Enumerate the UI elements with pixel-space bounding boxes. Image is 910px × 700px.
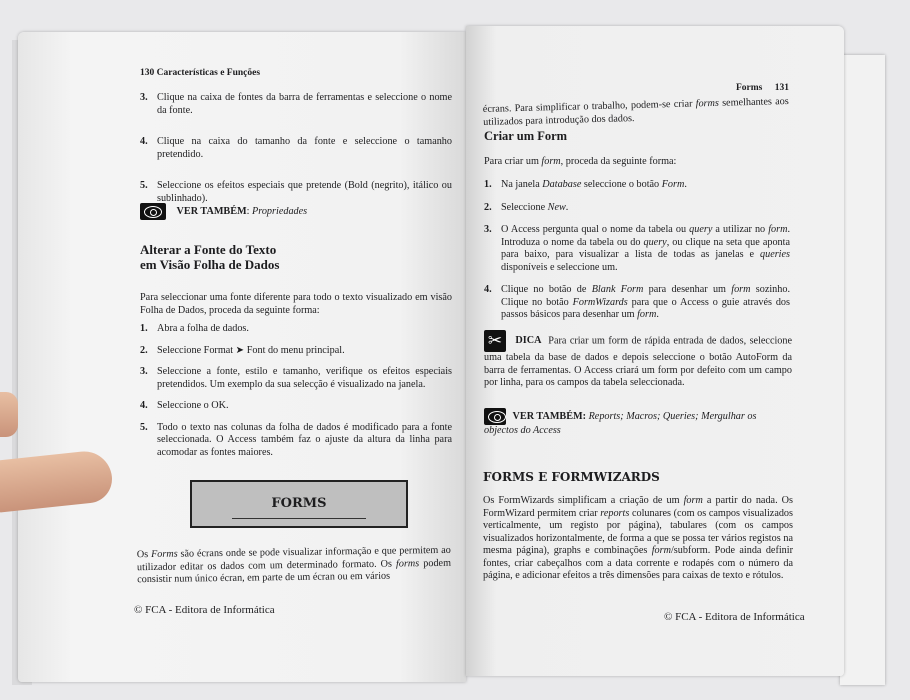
- item-text: [501, 224, 790, 274]
- scissors-icon: ✂: [484, 330, 506, 352]
- list-item: [140, 422, 452, 460]
- item-text: [157, 323, 249, 336]
- footer-left: © FCA - Editora de Informática: [134, 604, 275, 616]
- item-text: [157, 400, 229, 413]
- list-item: [140, 180, 452, 205]
- text-segment: reports: [600, 507, 630, 519]
- text-segment: Na janela: [501, 179, 543, 190]
- text-segment: podem consistir num único écran, em parte de um écran ou em vários: [137, 557, 452, 586]
- item-number: 1.: [484, 179, 492, 190]
- list-item: [140, 400, 452, 413]
- item-number: 3.: [484, 224, 492, 235]
- item-number: 5.: [140, 421, 148, 433]
- text-segment: Database: [542, 179, 582, 190]
- text-segment: Os: [136, 548, 152, 561]
- text-segment: .: [684, 179, 687, 190]
- text-segment: a utilizar no: [712, 224, 769, 235]
- text-segment: Abra a folha de dados.: [157, 323, 249, 334]
- page-header-right: [736, 82, 789, 95]
- item-number: 3.: [140, 366, 148, 377]
- text-segment: écrans. Para simplificar o trabalho, podem-se criar: [482, 98, 696, 116]
- heading-line: Alterar a Fonte do Texto: [140, 242, 277, 257]
- text-segment: Os FormWizards simplificam a criação de um: [483, 495, 684, 506]
- text-segment: , proceda da seguinte forma:: [560, 156, 677, 167]
- text-segment: Clique na caixa de fontes da barra de ferramentas e seleccione o nome da fonte.: [157, 92, 452, 116]
- list-item: [484, 284, 790, 322]
- see-also-text: Reports; Macros; Queries; Mergulhar os objectos do Access: [484, 410, 757, 436]
- text-segment: forms: [395, 557, 420, 570]
- text-segment: seleccione o botão: [581, 179, 662, 190]
- eye-icon: [484, 408, 506, 425]
- item-text: [501, 202, 568, 215]
- see-also-left: VER TAMBÉM: Propriedades: [140, 203, 307, 220]
- text-segment: forms: [695, 97, 720, 110]
- text-segment: New: [547, 201, 566, 213]
- text-segment: . Introduza o nome da tabela ou do: [501, 224, 791, 248]
- tip-label: DICA: [515, 335, 542, 347]
- page-stack-right: [840, 55, 885, 685]
- text-segment: a partir do nada. Os FormWizard permitem criar: [483, 495, 793, 519]
- text-segment: Para criar um: [484, 156, 542, 167]
- list-item: [484, 202, 790, 215]
- text-segment: disponíveis e seleccione um.: [501, 261, 618, 273]
- heading-line: em Visão Folha de Dados: [140, 257, 280, 272]
- text-segment: .: [565, 201, 569, 213]
- see-also-text: Propriedades: [252, 205, 308, 217]
- item-number: 4.: [140, 136, 148, 147]
- text-segment: form: [637, 309, 657, 320]
- list-item: [484, 224, 790, 274]
- text-segment: semelhantes aos utilizados para introdução dos dados.: [483, 95, 789, 128]
- text-segment: para desenhar um: [643, 284, 732, 295]
- text-segment: Clique na caixa do tamanho da fonte e seleccione o tamanho pretendido.: [157, 136, 452, 160]
- text-segment: sozinho. Clique no botão: [501, 284, 790, 308]
- item-text: [501, 179, 687, 192]
- text-segment: FormWizards: [572, 296, 628, 308]
- text-segment: são écrans onde se pode visualizar informação e que permitem ao utilizador editar os dados com um determinado formato. Os: [136, 544, 451, 573]
- tip-text: Para criar um form de rápida entrada de dados, seleccione uma tabela da base de dados e depois seleccione o botão AutoForm da barra de ferramentas. O Access criará um form por defeito com um campo por linha, para os campos da tabela seleccionada.: [484, 335, 793, 388]
- item-text: [501, 284, 790, 322]
- item-text: [157, 180, 452, 205]
- text-segment: queries: [760, 249, 790, 260]
- text-segment: para que o Access o guie através dos passos básicos para desenhar um: [501, 296, 790, 320]
- list-item: [140, 345, 452, 358]
- formwizards-paragraph: [483, 495, 793, 583]
- text-segment: query: [689, 224, 713, 235]
- item-text: [157, 366, 452, 391]
- list-item: [140, 136, 452, 161]
- item-number: 1.: [140, 323, 148, 334]
- section-heading-left: [140, 242, 279, 272]
- list-item: [484, 179, 790, 192]
- text-segment: Form: [661, 179, 685, 190]
- text-segment: Seleccione: [501, 201, 548, 213]
- see-also-label: VER TAMBÉM:: [512, 410, 587, 422]
- text-segment: Blank Form: [591, 284, 644, 295]
- item-text: [157, 92, 452, 117]
- item-number: 2.: [140, 344, 148, 356]
- steps-list-b: [140, 323, 452, 468]
- page-number: 131: [774, 83, 790, 93]
- footer-right: © FCA - Editora de Informática: [664, 611, 805, 623]
- item-number: 4.: [484, 284, 492, 295]
- see-also-label: VER TAMBÉM: [176, 205, 247, 217]
- text-segment: .: [656, 309, 659, 320]
- text-segment: form: [731, 284, 751, 295]
- list-item: [140, 366, 452, 391]
- criar-intro: [484, 156, 790, 169]
- forms-section-box: FORMS: [190, 480, 408, 528]
- tip-box: [484, 330, 792, 390]
- text-segment: query: [643, 236, 667, 248]
- item-text: [157, 422, 452, 460]
- text-segment: colunares (com os campos visualizados verticalmente, um registo por página), tabulares (com os campos visualizados horizontalmente, de forma a que se possa ter vários registos na mesma página), graphs e combinações: [483, 507, 793, 556]
- section-heading-formwizards: FORMS E FORMWIZARDS: [483, 470, 660, 484]
- text-segment: form: [768, 224, 788, 235]
- item-text: [157, 345, 345, 358]
- text-segment: Seleccione a fonte, estilo e tamanho, verifique os efeitos especiais pretendidos. Um exemplo da sua selecção é visualizado na janela.: [157, 366, 452, 390]
- text-segment: /subform. Pode ainda definir fontes, criar cabeçalhos com a data corrente e rodapés com o número da página, e adicionar efeitos a três dimensões para caixas de texto e rótulos.: [483, 545, 793, 581]
- text-segment: , ou clique na seta que aponta para baixo, para visualizar a lista de todas as janelas e: [501, 236, 790, 260]
- text-segment: Forms: [150, 548, 178, 560]
- text-segment: form: [651, 545, 671, 556]
- list-item: [140, 92, 452, 117]
- text-segment: form: [683, 495, 703, 506]
- hand-thumb: [0, 392, 18, 437]
- eye-icon: [140, 203, 166, 220]
- intro-paragraph: Para seleccionar uma fonte diferente para todo o texto visualizado em visão Folha de Dados, proceda da seguinte forma:: [140, 292, 452, 316]
- text-segment: Seleccione Format ➤ Font do menu principal.: [157, 344, 345, 356]
- list-item: [140, 323, 452, 336]
- text-segment: Clique no botão de: [501, 284, 592, 295]
- text-segment: Seleccione o OK.: [157, 400, 229, 411]
- item-number: 3.: [140, 92, 148, 103]
- text-segment: Todo o texto nas colunas da folha de dados é modificado para a fonte seleccionada. O Access também faz o ajuste da altura da linha para acomodar as fontes maiores.: [157, 421, 452, 458]
- text-segment: form: [541, 156, 561, 167]
- forms-paragraph: [137, 545, 451, 587]
- header-title: Forms: [736, 83, 763, 93]
- item-number: 5.: [140, 180, 148, 191]
- item-text: [157, 136, 452, 161]
- item-number: 4.: [140, 400, 148, 411]
- section-heading-criar: Criar um Form: [484, 129, 568, 143]
- item-number: 2.: [484, 201, 492, 213]
- page-header-left: 130 Características e Funções: [140, 68, 261, 78]
- see-also-right: [484, 408, 792, 438]
- criar-steps: [484, 179, 790, 332]
- text-segment: Seleccione os efeitos especiais que pretende (Bold (negrito), itálico ou sublinhado).: [157, 180, 452, 204]
- text-segment: O Access pergunta qual o nome da tabela ou: [501, 224, 690, 235]
